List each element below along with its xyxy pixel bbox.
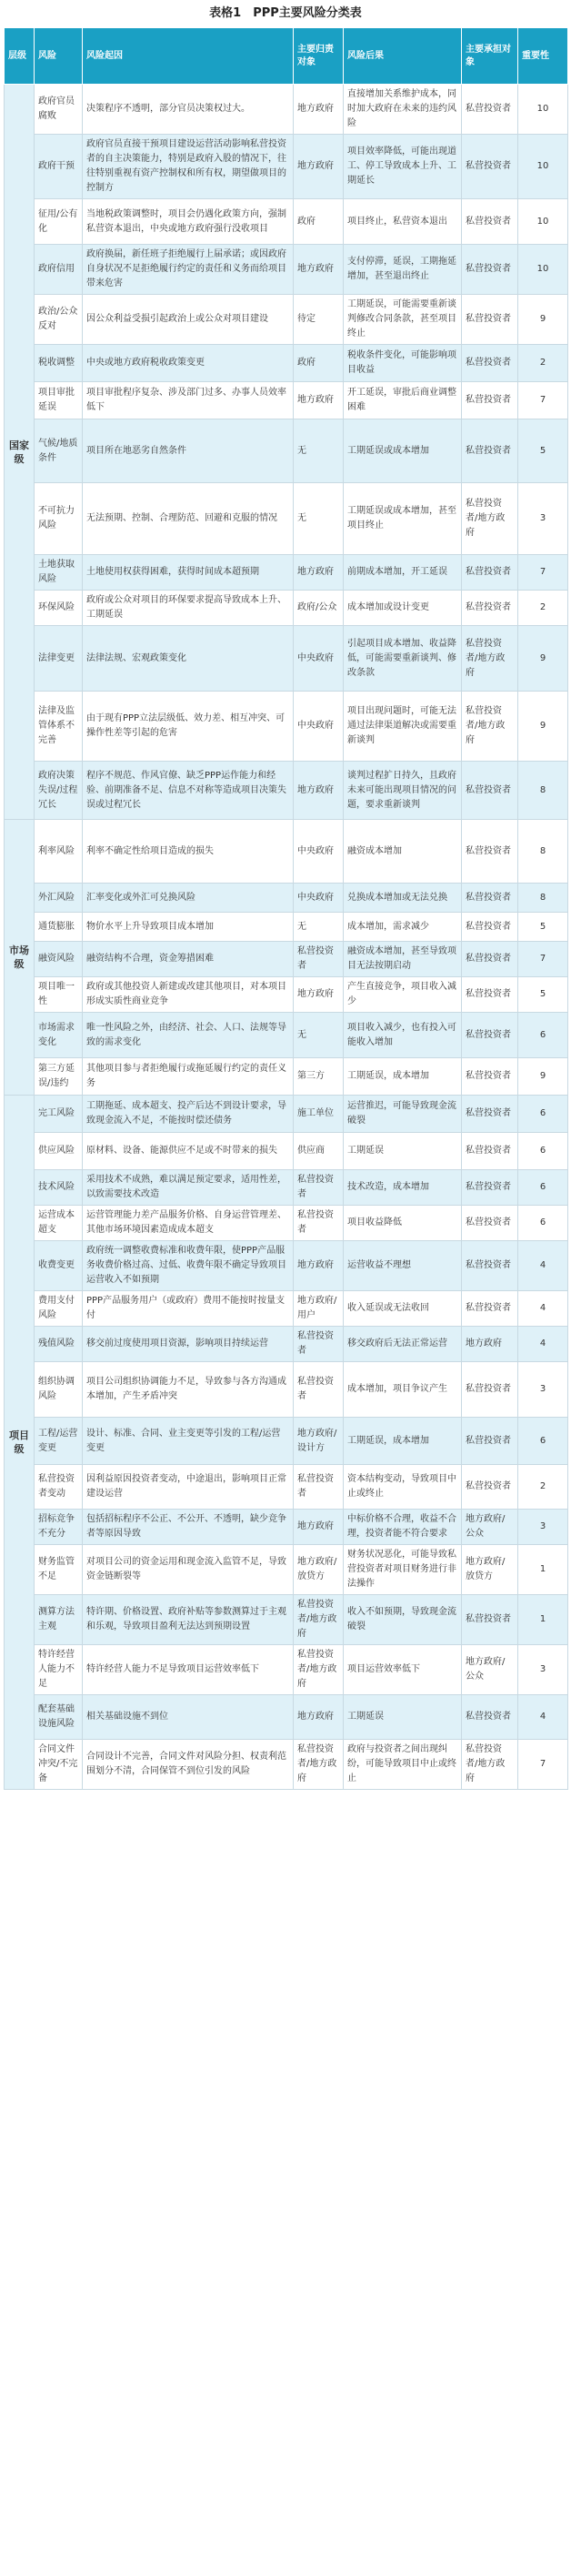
table-row <box>5 626 568 692</box>
risk-cause-cell: 唯一性风险之外，由经济、社会、人口、法规等导致的需求变化 <box>83 1013 294 1058</box>
importance-cell: 2 <box>518 345 568 382</box>
risk-consequence-cell: 资本结构变动，导致项目中止或终止 <box>344 1465 462 1510</box>
risk-name-cell: 通货膨胀 <box>35 913 83 942</box>
risk-name-cell: 完工风险 <box>35 1096 83 1133</box>
table-row <box>5 1362 568 1418</box>
risk-bearer-cell: 私营投资者 <box>462 1465 518 1510</box>
risk-bearer-cell: 私营投资者 <box>462 591 518 626</box>
risk-bearer-cell: 私营投资者 <box>462 913 518 942</box>
risk-name-cell: 利率风险 <box>35 820 83 884</box>
risk-consequence-cell: 引起项目成本增加、收益降低，可能需要重新谈判、修改条款 <box>344 626 462 692</box>
risk-bearer-cell: 私营投资者 <box>462 135 518 199</box>
risk-bearer-cell: 私营投资者 <box>462 977 518 1013</box>
table-row <box>5 913 568 942</box>
header-row <box>5 28 568 85</box>
risk-cause-cell: 政府换届，新任班子拒绝履行上届承诺；或因政府自身状况不足拒绝履行约定的责任和义务而给项目带来危害 <box>83 245 294 295</box>
risk-bearer-cell: 私营投资者 <box>462 1058 518 1096</box>
importance-cell: 9 <box>518 692 568 762</box>
responsible-party-cell: 第三方 <box>294 1058 344 1096</box>
risk-consequence-cell: 工期延误 <box>344 1133 462 1170</box>
responsible-party-cell: 政府/公众 <box>294 591 344 626</box>
importance-cell: 6 <box>518 1096 568 1133</box>
risk-name-cell: 政府干预 <box>35 135 83 199</box>
risk-bearer-cell: 私营投资者 <box>462 419 518 483</box>
responsible-party-cell: 地方政府/用户 <box>294 1291 344 1327</box>
responsible-party-cell: 私营投资者/地方政府 <box>294 1645 344 1695</box>
risk-bearer-cell: 私营投资者 <box>462 1291 518 1327</box>
responsible-party-cell: 施工单位 <box>294 1096 344 1133</box>
risk-name-cell: 技术风险 <box>35 1170 83 1206</box>
responsible-party-cell: 中央政府 <box>294 884 344 913</box>
risk-bearer-cell: 私营投资者 <box>462 1241 518 1291</box>
risk-classification-table <box>4 27 568 1790</box>
header-importance: 重要性 <box>518 28 568 85</box>
responsible-party-cell: 地方政府/放贷方 <box>294 1545 344 1595</box>
importance-cell: 7 <box>518 942 568 977</box>
risk-cause-cell: 由于现有PPP立法层级低、效力差、相互冲突、可操作性差等引起的危害 <box>83 692 294 762</box>
risk-consequence-cell: 项目运营效率低下 <box>344 1645 462 1695</box>
importance-cell: 6 <box>518 1170 568 1206</box>
table-row <box>5 1510 568 1545</box>
risk-cause-cell: 物价水平上升导致项目成本增加 <box>83 913 294 942</box>
risk-consequence-cell: 中标价格不合理，收益不合理，投资者能不符合要求 <box>344 1510 462 1545</box>
responsible-party-cell: 中央政府 <box>294 626 344 692</box>
table-row <box>5 1645 568 1695</box>
header-level: 层级 <box>5 28 35 85</box>
risk-cause-cell: 法律法规、宏观政策变化 <box>83 626 294 692</box>
responsible-party-cell: 地方政府 <box>294 977 344 1013</box>
importance-cell: 3 <box>518 1510 568 1545</box>
risk-name-cell: 市场需求变化 <box>35 1013 83 1058</box>
table-row <box>5 135 568 199</box>
responsible-party-cell: 中央政府 <box>294 820 344 884</box>
risk-cause-cell: 融资结构不合理，资金筹措困难 <box>83 942 294 977</box>
risk-cause-cell: 项目所在地恶劣自然条件 <box>83 419 294 483</box>
risk-cause-cell: 采用技术不成熟，难以满足预定要求，适用性差，以致需要技术改造 <box>83 1170 294 1206</box>
risk-name-cell: 不可抗力风险 <box>35 483 83 555</box>
risk-name-cell: 项目审批延误 <box>35 382 83 419</box>
importance-cell: 6 <box>518 1133 568 1170</box>
risk-bearer-cell: 私营投资者 <box>462 1595 518 1645</box>
risk-name-cell: 运营成本超支 <box>35 1206 83 1241</box>
risk-bearer-cell: 私营投资者/地方政府 <box>462 483 518 555</box>
risk-consequence-cell: 移交政府后无法正常运营 <box>344 1327 462 1362</box>
risk-name-cell: 第三方延误/违约 <box>35 1058 83 1096</box>
risk-consequence-cell: 收入延误或无法收回 <box>344 1291 462 1327</box>
risk-consequence-cell: 谈判过程扩日持久，且政府未来可能出现项目情况的问题，要求重新谈判 <box>344 762 462 820</box>
risk-bearer-cell: 私营投资者 <box>462 1206 518 1241</box>
risk-cause-cell: 其他项目参与者拒绝履行或拖延履行约定的责任义务 <box>83 1058 294 1096</box>
importance-cell: 3 <box>518 483 568 555</box>
risk-consequence-cell: 财务状况恶化，可能导致私营投资者对项目财务进行非法操作 <box>344 1545 462 1595</box>
table-row <box>5 1595 568 1645</box>
risk-name-cell: 环保风险 <box>35 591 83 626</box>
risk-consequence-cell: 技术改造，成本增加 <box>344 1170 462 1206</box>
risk-bearer-cell: 地方政府/公众 <box>462 1645 518 1695</box>
table-row <box>5 1327 568 1362</box>
importance-cell: 10 <box>518 245 568 295</box>
risk-name-cell: 政府信用 <box>35 245 83 295</box>
risk-consequence-cell: 项目收入减少，也有投入可能收入增加 <box>344 1013 462 1058</box>
risk-name-cell: 私营投资者变动 <box>35 1465 83 1510</box>
risk-consequence-cell: 直接增加关系维护成本，同时加大政府在未来的违约风险 <box>344 85 462 135</box>
responsible-party-cell: 私营投资者 <box>294 1170 344 1206</box>
risk-name-cell: 法律及监管体系不完善 <box>35 692 83 762</box>
level-cell: 项目级 <box>5 1096 35 1790</box>
risk-consequence-cell: 收入不如预期，导致现金流破裂 <box>344 1595 462 1645</box>
risk-cause-cell: 决策程序不透明，部分官员决策权过大。 <box>83 85 294 135</box>
risk-bearer-cell: 私营投资者 <box>462 295 518 345</box>
table-row <box>5 942 568 977</box>
table-row <box>5 555 568 591</box>
risk-cause-cell: 特许期、价格设置、政府补贴等参数测算过于主观和乐观，导致项目盈利无法达到预期设置 <box>83 1595 294 1645</box>
table-row <box>5 295 568 345</box>
table-row <box>5 483 568 555</box>
risk-cause-cell: 原材料、设备、能源供应不足或不时带来的损失 <box>83 1133 294 1170</box>
risk-name-cell: 外汇风险 <box>35 884 83 913</box>
level-cell: 国家级 <box>5 85 35 820</box>
risk-consequence-cell: 运营收益不理想 <box>344 1241 462 1291</box>
risk-name-cell: 政府官员腐败 <box>35 85 83 135</box>
risk-name-cell: 项目唯一性 <box>35 977 83 1013</box>
risk-bearer-cell: 私营投资者 <box>462 1013 518 1058</box>
risk-consequence-cell: 工期延误，成本增加 <box>344 1058 462 1096</box>
risk-name-cell: 税收调整 <box>35 345 83 382</box>
risk-cause-cell: 因公众利益受损引起政治上或公众对项目建设 <box>83 295 294 345</box>
risk-cause-cell: 汇率变化或外汇可兑换风险 <box>83 884 294 913</box>
table-row <box>5 85 568 135</box>
importance-cell: 6 <box>518 1418 568 1465</box>
table-row <box>5 1241 568 1291</box>
risk-consequence-cell: 项目收益降低 <box>344 1206 462 1241</box>
importance-cell: 1 <box>518 1545 568 1595</box>
responsible-party-cell: 政府 <box>294 345 344 382</box>
responsible-party-cell: 私营投资者/地方政府 <box>294 1595 344 1645</box>
importance-cell: 6 <box>518 1206 568 1241</box>
header-risk: 风险 <box>35 28 83 85</box>
importance-cell: 7 <box>518 382 568 419</box>
responsible-party-cell: 地方政府 <box>294 762 344 820</box>
risk-cause-cell: 相关基础设施不到位 <box>83 1695 294 1740</box>
risk-consequence-cell: 开工延误，审批后商业调整困难 <box>344 382 462 419</box>
table-row <box>5 1206 568 1241</box>
risk-bearer-cell: 私营投资者/地方政府 <box>462 692 518 762</box>
responsible-party-cell: 地方政府 <box>294 382 344 419</box>
risk-consequence-cell: 工期延误 <box>344 1695 462 1740</box>
importance-cell: 4 <box>518 1695 568 1740</box>
importance-cell: 10 <box>518 85 568 135</box>
responsible-party-cell: 地方政府 <box>294 135 344 199</box>
importance-cell: 5 <box>518 419 568 483</box>
risk-cause-cell: 运营管理能力差产品服务价格、自身运营管理差、其他市场环境因素造成成本超支 <box>83 1206 294 1241</box>
importance-cell: 4 <box>518 1291 568 1327</box>
responsible-party-cell: 地方政府 <box>294 85 344 135</box>
risk-name-cell: 费用支付风险 <box>35 1291 83 1327</box>
table-row <box>5 820 568 884</box>
risk-consequence-cell: 成本增加或设计变更 <box>344 591 462 626</box>
risk-cause-cell: 程序不规范、作风官僚、缺乏PPP运作能力和经验、前期准备不足、信息不对称等造成项目决策失误或过程冗长 <box>83 762 294 820</box>
table-row <box>5 1170 568 1206</box>
risk-cause-cell: 合同设计不完善，合同文件对风险分担、权责利范围划分不清，合同保管不到位引发的风险 <box>83 1740 294 1790</box>
importance-cell: 10 <box>518 199 568 245</box>
risk-name-cell: 法律变更 <box>35 626 83 692</box>
responsible-party-cell: 政府 <box>294 199 344 245</box>
table-row <box>5 1418 568 1465</box>
table-row <box>5 692 568 762</box>
risk-bearer-cell: 私营投资者/地方政府 <box>462 626 518 692</box>
table-title: 表格1 PPP主要风险分类表 <box>209 6 362 20</box>
risk-bearer-cell: 私营投资者 <box>462 1096 518 1133</box>
risk-cause-cell: 无法预期、控制、合理防范、回避和克服的情况 <box>83 483 294 555</box>
responsible-party-cell: 地方政府/设计方 <box>294 1418 344 1465</box>
risk-cause-cell: 移交前过度使用项目资源，影响项目持续运营 <box>83 1327 294 1362</box>
table-row <box>5 1465 568 1510</box>
table-row <box>5 199 568 245</box>
risk-bearer-cell: 私营投资者 <box>462 1362 518 1418</box>
importance-cell: 5 <box>518 977 568 1013</box>
risk-cause-cell: 因利益原因投资者变动，中途退出，影响项目正常建设运营 <box>83 1465 294 1510</box>
responsible-party-cell: 待定 <box>294 295 344 345</box>
table-row <box>5 1740 568 1790</box>
risk-bearer-cell: 私营投资者 <box>462 345 518 382</box>
risk-name-cell: 气候/地质条件 <box>35 419 83 483</box>
risk-name-cell: 财务监管不足 <box>35 1545 83 1595</box>
importance-cell: 6 <box>518 1013 568 1058</box>
responsible-party-cell: 无 <box>294 483 344 555</box>
risk-cause-cell: 工期拖延、成本超支、投产后达不到设计要求，导致现金流入不足，不能按时偿还债务 <box>83 1096 294 1133</box>
table-row <box>5 884 568 913</box>
risk-name-cell: 政府决策失误/过程冗长 <box>35 762 83 820</box>
risk-consequence-cell: 工期延误或成本增加，甚至项目终止 <box>344 483 462 555</box>
risk-cause-cell: 政府统一调整收费标准和收费年限，使PPP产品服务收费价格过高、过低、收费年限不确定导致项目运营收入不如预期 <box>83 1241 294 1291</box>
risk-bearer-cell: 私营投资者 <box>462 382 518 419</box>
table-row <box>5 419 568 483</box>
risk-name-cell: 残值风险 <box>35 1327 83 1362</box>
risk-cause-cell: 政府或其他投资人新建或改建其他项目，对本项目形成实质性商业竞争 <box>83 977 294 1013</box>
importance-cell: 5 <box>518 913 568 942</box>
table-row <box>5 977 568 1013</box>
risk-name-cell: 融资风险 <box>35 942 83 977</box>
importance-cell: 7 <box>518 555 568 591</box>
risk-cause-cell: 政府官员直接干预项目建设运营活动影响私营投资者的自主决策能力，特别是政府入股的情况下，往往特别重视有资产控制权和所有权，期望做项目的控制方 <box>83 135 294 199</box>
risk-bearer-cell: 地方政府/公众 <box>462 1510 518 1545</box>
importance-cell: 3 <box>518 1362 568 1418</box>
responsible-party-cell: 地方政府 <box>294 1241 344 1291</box>
risk-consequence-cell: 兑换成本增加或无法兑换 <box>344 884 462 913</box>
risk-consequence-cell: 融资成本增加 <box>344 820 462 884</box>
risk-cause-cell: 中央或地方政府税收政策变更 <box>83 345 294 382</box>
table-row <box>5 1133 568 1170</box>
table-row <box>5 1013 568 1058</box>
risk-bearer-cell: 私营投资者 <box>462 85 518 135</box>
risk-bearer-cell: 私营投资者 <box>462 555 518 591</box>
risk-cause-cell: 项目审批程序复杂、涉及部门过多、办事人员效率低下 <box>83 382 294 419</box>
risk-cause-cell: 特许经营人能力不足导致项目运营效率低下 <box>83 1645 294 1695</box>
table-row <box>5 1695 568 1740</box>
risk-consequence-cell: 税收条件变化，可能影响项目收益 <box>344 345 462 382</box>
importance-cell: 3 <box>518 1645 568 1695</box>
risk-bearer-cell: 地方政府/放贷方 <box>462 1545 518 1595</box>
importance-cell: 8 <box>518 762 568 820</box>
header-bearer: 主要承担对象 <box>462 28 518 85</box>
risk-cause-cell: 项目公司组织协调能力不足，导致参与各方沟通成本增加，产生矛盾冲突 <box>83 1362 294 1418</box>
importance-cell: 2 <box>518 1465 568 1510</box>
risk-bearer-cell: 私营投资者 <box>462 762 518 820</box>
importance-cell: 9 <box>518 295 568 345</box>
risk-consequence-cell: 工期延误，成本增加 <box>344 1418 462 1465</box>
risk-cause-cell: 利率不确定性给项目造成的损失 <box>83 820 294 884</box>
risk-cause-cell: PPP产品服务用户（或政府）费用不能按时按量支付 <box>83 1291 294 1327</box>
risk-cause-cell: 设计、标准、合同、业主变更等引发的工程/运营变更 <box>83 1418 294 1465</box>
responsible-party-cell: 中央政府 <box>294 692 344 762</box>
risk-consequence-cell: 项目出现问题时，可能无法通过法律渠道解决或需要重新谈判 <box>344 692 462 762</box>
importance-cell: 4 <box>518 1327 568 1362</box>
responsible-party-cell: 地方政府 <box>294 1695 344 1740</box>
risk-cause-cell: 土地使用权获得困难，获得时间成本超预期 <box>83 555 294 591</box>
importance-cell: 2 <box>518 591 568 626</box>
responsible-party-cell: 地方政府 <box>294 245 344 295</box>
risk-consequence-cell: 成本增加，需求减少 <box>344 913 462 942</box>
risk-name-cell: 政治/公众反对 <box>35 295 83 345</box>
risk-consequence-cell: 项目效率降低，可能出现道工、停工导致成本上升、工期延长 <box>344 135 462 199</box>
risk-cause-cell: 包括招标程序不公正、不公开、不透明，缺少竞争者等原因导致 <box>83 1510 294 1545</box>
risk-name-cell: 供应风险 <box>35 1133 83 1170</box>
risk-name-cell: 配套基础设施风险 <box>35 1695 83 1740</box>
risk-consequence-cell: 前期成本增加，开工延误 <box>344 555 462 591</box>
risk-consequence-cell: 成本增加，项目争议产生 <box>344 1362 462 1418</box>
table-row <box>5 762 568 820</box>
risk-name-cell: 测算方法主观 <box>35 1595 83 1645</box>
risk-consequence-cell: 工期延误或成本增加 <box>344 419 462 483</box>
risk-bearer-cell: 地方政府 <box>462 1327 518 1362</box>
table-row <box>5 1291 568 1327</box>
risk-name-cell: 收费变更 <box>35 1241 83 1291</box>
risk-name-cell: 征用/公有化 <box>35 199 83 245</box>
responsible-party-cell: 私营投资者 <box>294 1327 344 1362</box>
risk-consequence-cell: 工期延误，可能需要重新谈判修改合同条款，甚至项目终止 <box>344 295 462 345</box>
responsible-party-cell: 地方政府 <box>294 555 344 591</box>
risk-name-cell: 特许经营人能力不足 <box>35 1645 83 1695</box>
risk-consequence-cell: 产生直接竞争，项目收入减少 <box>344 977 462 1013</box>
risk-bearer-cell: 私营投资者 <box>462 1695 518 1740</box>
risk-name-cell: 招标竞争不充分 <box>35 1510 83 1545</box>
header-cause: 风险起因 <box>83 28 294 85</box>
responsible-party-cell: 无 <box>294 913 344 942</box>
risk-name-cell: 组织协调风险 <box>35 1362 83 1418</box>
risk-bearer-cell: 私营投资者 <box>462 1170 518 1206</box>
risk-name-cell: 合同文件冲突/不完备 <box>35 1740 83 1790</box>
responsible-party-cell: 私营投资者 <box>294 942 344 977</box>
risk-bearer-cell: 私营投资者/地方政府 <box>462 1740 518 1790</box>
importance-cell: 9 <box>518 626 568 692</box>
table-row <box>5 245 568 295</box>
table-row <box>5 382 568 419</box>
risk-consequence-cell: 项目终止，私营资本退出 <box>344 199 462 245</box>
risk-consequence-cell: 运营推迟，可能导致现金流破裂 <box>344 1096 462 1133</box>
responsible-party-cell: 供应商 <box>294 1133 344 1170</box>
importance-cell: 8 <box>518 884 568 913</box>
risk-name-cell: 土地获取风险 <box>35 555 83 591</box>
importance-cell: 7 <box>518 1740 568 1790</box>
risk-cause-cell: 对项目公司的资金运用和现金流入监管不足，导致资金链断裂等 <box>83 1545 294 1595</box>
table-row <box>5 1096 568 1133</box>
risk-bearer-cell: 私营投资者 <box>462 1418 518 1465</box>
risk-consequence-cell: 融资成本增加，甚至导致项目无法按期启动 <box>344 942 462 977</box>
importance-cell: 9 <box>518 1058 568 1096</box>
risk-bearer-cell: 私营投资者 <box>462 884 518 913</box>
risk-cause-cell: 政府或公众对项目的环保要求提高导致成本上升、工期延误 <box>83 591 294 626</box>
importance-cell: 4 <box>518 1241 568 1291</box>
header-consequence: 风险后果 <box>344 28 462 85</box>
table-row <box>5 1545 568 1595</box>
responsible-party-cell: 无 <box>294 419 344 483</box>
risk-consequence-cell: 支付停滞，延误，工期拖延增加，甚至退出终止 <box>344 245 462 295</box>
importance-cell: 8 <box>518 820 568 884</box>
risk-name-cell: 工程/运营变更 <box>35 1418 83 1465</box>
responsible-party-cell: 私营投资者 <box>294 1465 344 1510</box>
risk-bearer-cell: 私营投资者 <box>462 1133 518 1170</box>
risk-consequence-cell: 政府与投资者之间出现纠纷，可能导致项目中止或终止 <box>344 1740 462 1790</box>
table-row <box>5 591 568 626</box>
importance-cell: 1 <box>518 1595 568 1645</box>
importance-cell: 10 <box>518 135 568 199</box>
table-row <box>5 345 568 382</box>
responsible-party-cell: 私营投资者/地方政府 <box>294 1740 344 1790</box>
responsible-party-cell: 私营投资者 <box>294 1362 344 1418</box>
risk-bearer-cell: 私营投资者 <box>462 199 518 245</box>
risk-bearer-cell: 私营投资者 <box>462 942 518 977</box>
header-party: 主要归责对象 <box>294 28 344 85</box>
responsible-party-cell: 地方政府 <box>294 1510 344 1545</box>
risk-cause-cell: 当地税政策调整时，项目会仍遇化政策方向，强制私营资本退出，中央或地方政府强行没收项目 <box>83 199 294 245</box>
table-body <box>5 85 568 1790</box>
table-row <box>5 1058 568 1096</box>
risk-bearer-cell: 私营投资者 <box>462 820 518 884</box>
risk-bearer-cell: 私营投资者 <box>462 245 518 295</box>
responsible-party-cell: 私营投资者 <box>294 1206 344 1241</box>
responsible-party-cell: 无 <box>294 1013 344 1058</box>
level-cell: 市场级 <box>5 820 35 1096</box>
